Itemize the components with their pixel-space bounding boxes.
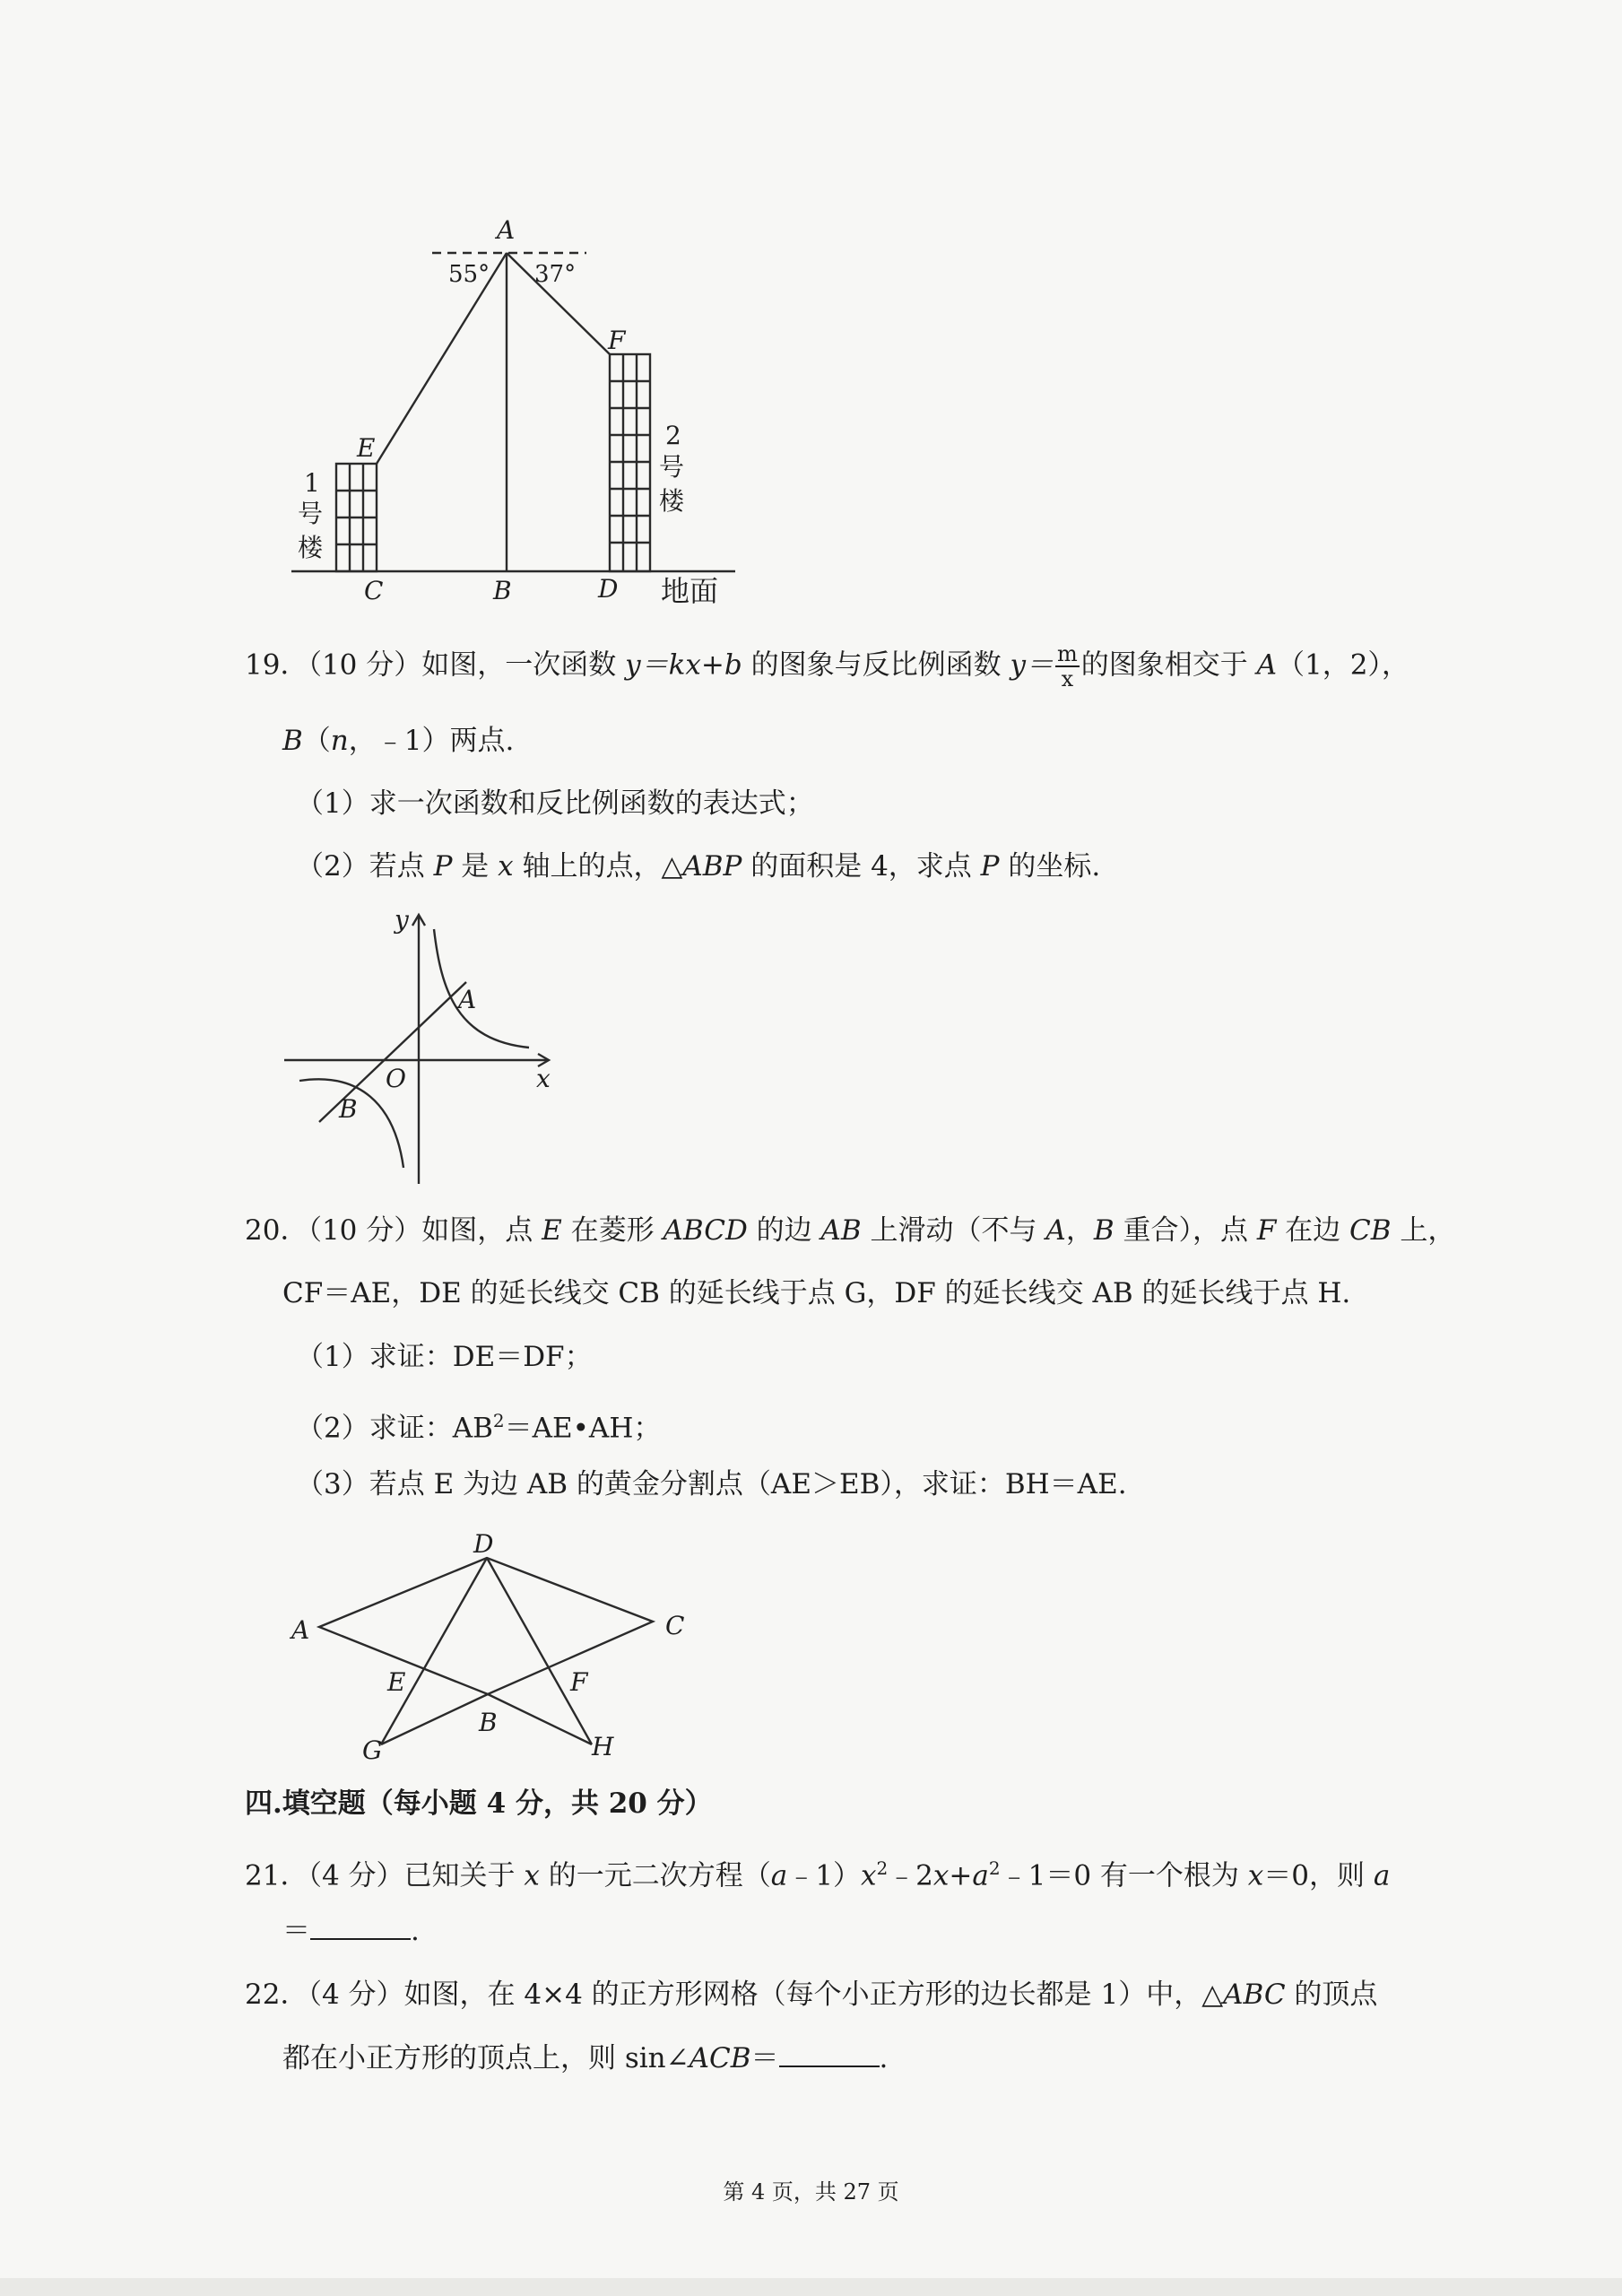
point-B-label: B — [339, 1094, 358, 1124]
q22-score: （4 分） — [308, 1979, 404, 2011]
q19-sub2: （2）若点 P 是 x 轴上的点，△ABP 的面积是 4，求点 P 的坐标. — [296, 850, 1101, 883]
point-A-label: A — [458, 985, 477, 1014]
q22-line2: 都在小正方形的顶点上，则 sin∠ACB＝ . — [282, 2042, 889, 2074]
origin-label: O — [386, 1064, 406, 1093]
vertex-D: D — [473, 1529, 494, 1559]
building2-lou: 楼 — [659, 486, 685, 516]
linear-equation: y＝kx+b — [625, 648, 742, 682]
q20-sub3: （3）若点 E 为边 AB 的黄金分割点（AE＞EB），求证：BH＝AE. — [296, 1468, 1127, 1500]
q20-sub2: （2）求证：$AB^2=AE•AH$； — [296, 1410, 662, 1445]
q21-line1: 21．（4 分）已知关于 x 的一元二次方程$(a﹣1)x^2﹣2x+a^2﹣1=0$ 有一个根为 x＝0，则 a — [245, 1857, 1391, 1892]
q20-number: 20． — [245, 1214, 308, 1247]
q22-line1: 22．（4 分）如图，在 4×4 的正方形网格（每个小正方形的边长都是 1）中，△ABC 的顶点 — [245, 1979, 1378, 2011]
q19-score: （10 分） — [308, 648, 422, 682]
vertex-A: A — [291, 1615, 310, 1645]
building2-hao: 号 — [659, 452, 685, 482]
label-C: C — [364, 576, 384, 605]
inverse-equation: y＝ — [1010, 648, 1054, 682]
vertex-C: C — [665, 1611, 685, 1640]
angle-55: 55° — [448, 261, 490, 288]
building1-hao: 号 — [298, 499, 324, 528]
ground-label: 地面 — [661, 574, 719, 608]
scan-bottom-edge — [0, 2278, 1622, 2296]
point-F: F — [570, 1667, 588, 1697]
q19-line2: B（n，﹣1）两点. — [282, 725, 515, 757]
label-A: A — [497, 215, 516, 245]
x-axis-label: x — [536, 1064, 551, 1093]
point-H: H — [592, 1732, 614, 1761]
q20-line1: 20．（10 分）如图，点 E 在菱形 ABCD 的边 AB 上滑动（不与 A，B 重合），点 F 在边 CB 上， — [245, 1214, 1456, 1247]
q21-score: （4 分） — [308, 1859, 404, 1892]
q20-sub1: （1）求证：DE＝DF； — [296, 1341, 593, 1373]
label-B: B — [493, 576, 512, 605]
vertex-B: B — [479, 1708, 498, 1737]
answer-blank[interactable] — [310, 1913, 411, 1940]
label-E: E — [357, 433, 376, 463]
fraction-m-over-x: $\frac{m}{x}$ — [1056, 641, 1078, 691]
q21-number: 21． — [245, 1859, 308, 1892]
building1-number: 1 — [304, 468, 320, 498]
q21-line2: ＝ . — [282, 1915, 420, 1947]
angle-37: 37° — [534, 261, 577, 288]
section-heading: 四.填空题（每小题 4 分，共 20 分） — [245, 1787, 713, 1820]
building1-lou: 楼 — [298, 533, 324, 562]
function-graph-figure — [269, 897, 574, 1193]
q22-number: 22． — [245, 1979, 308, 2011]
answer-blank[interactable] — [779, 2040, 880, 2067]
building2-number: 2 — [665, 421, 681, 450]
q19-sub1: （1）求一次函数和反比例函数的表达式； — [296, 787, 814, 820]
q20-line2: CF＝AE，DE 的延长线交 CB 的延长线于点 G，DF 的延长线交 AB 的延长线于点 H. — [282, 1277, 1351, 1309]
y-axis-label: y — [395, 905, 409, 935]
page-footer: 第 4 页，共 27 页 — [723, 2179, 899, 2205]
buildings-figure — [278, 213, 744, 610]
label-D: D — [598, 574, 619, 604]
q19-number: 19． — [245, 648, 308, 682]
point-E: E — [387, 1667, 406, 1697]
rhombus-figure — [278, 1520, 708, 1773]
q19-line1: 19．（10 分）如图，一次函数 y＝kx+b 的图象与反比例函数 y＝ $\frac{m}{x}$ 的图象相交于 A（1，2）， — [245, 641, 1409, 691]
q20-score: （10 分） — [308, 1214, 422, 1247]
label-F: F — [608, 326, 626, 355]
point-G: G — [362, 1735, 383, 1765]
